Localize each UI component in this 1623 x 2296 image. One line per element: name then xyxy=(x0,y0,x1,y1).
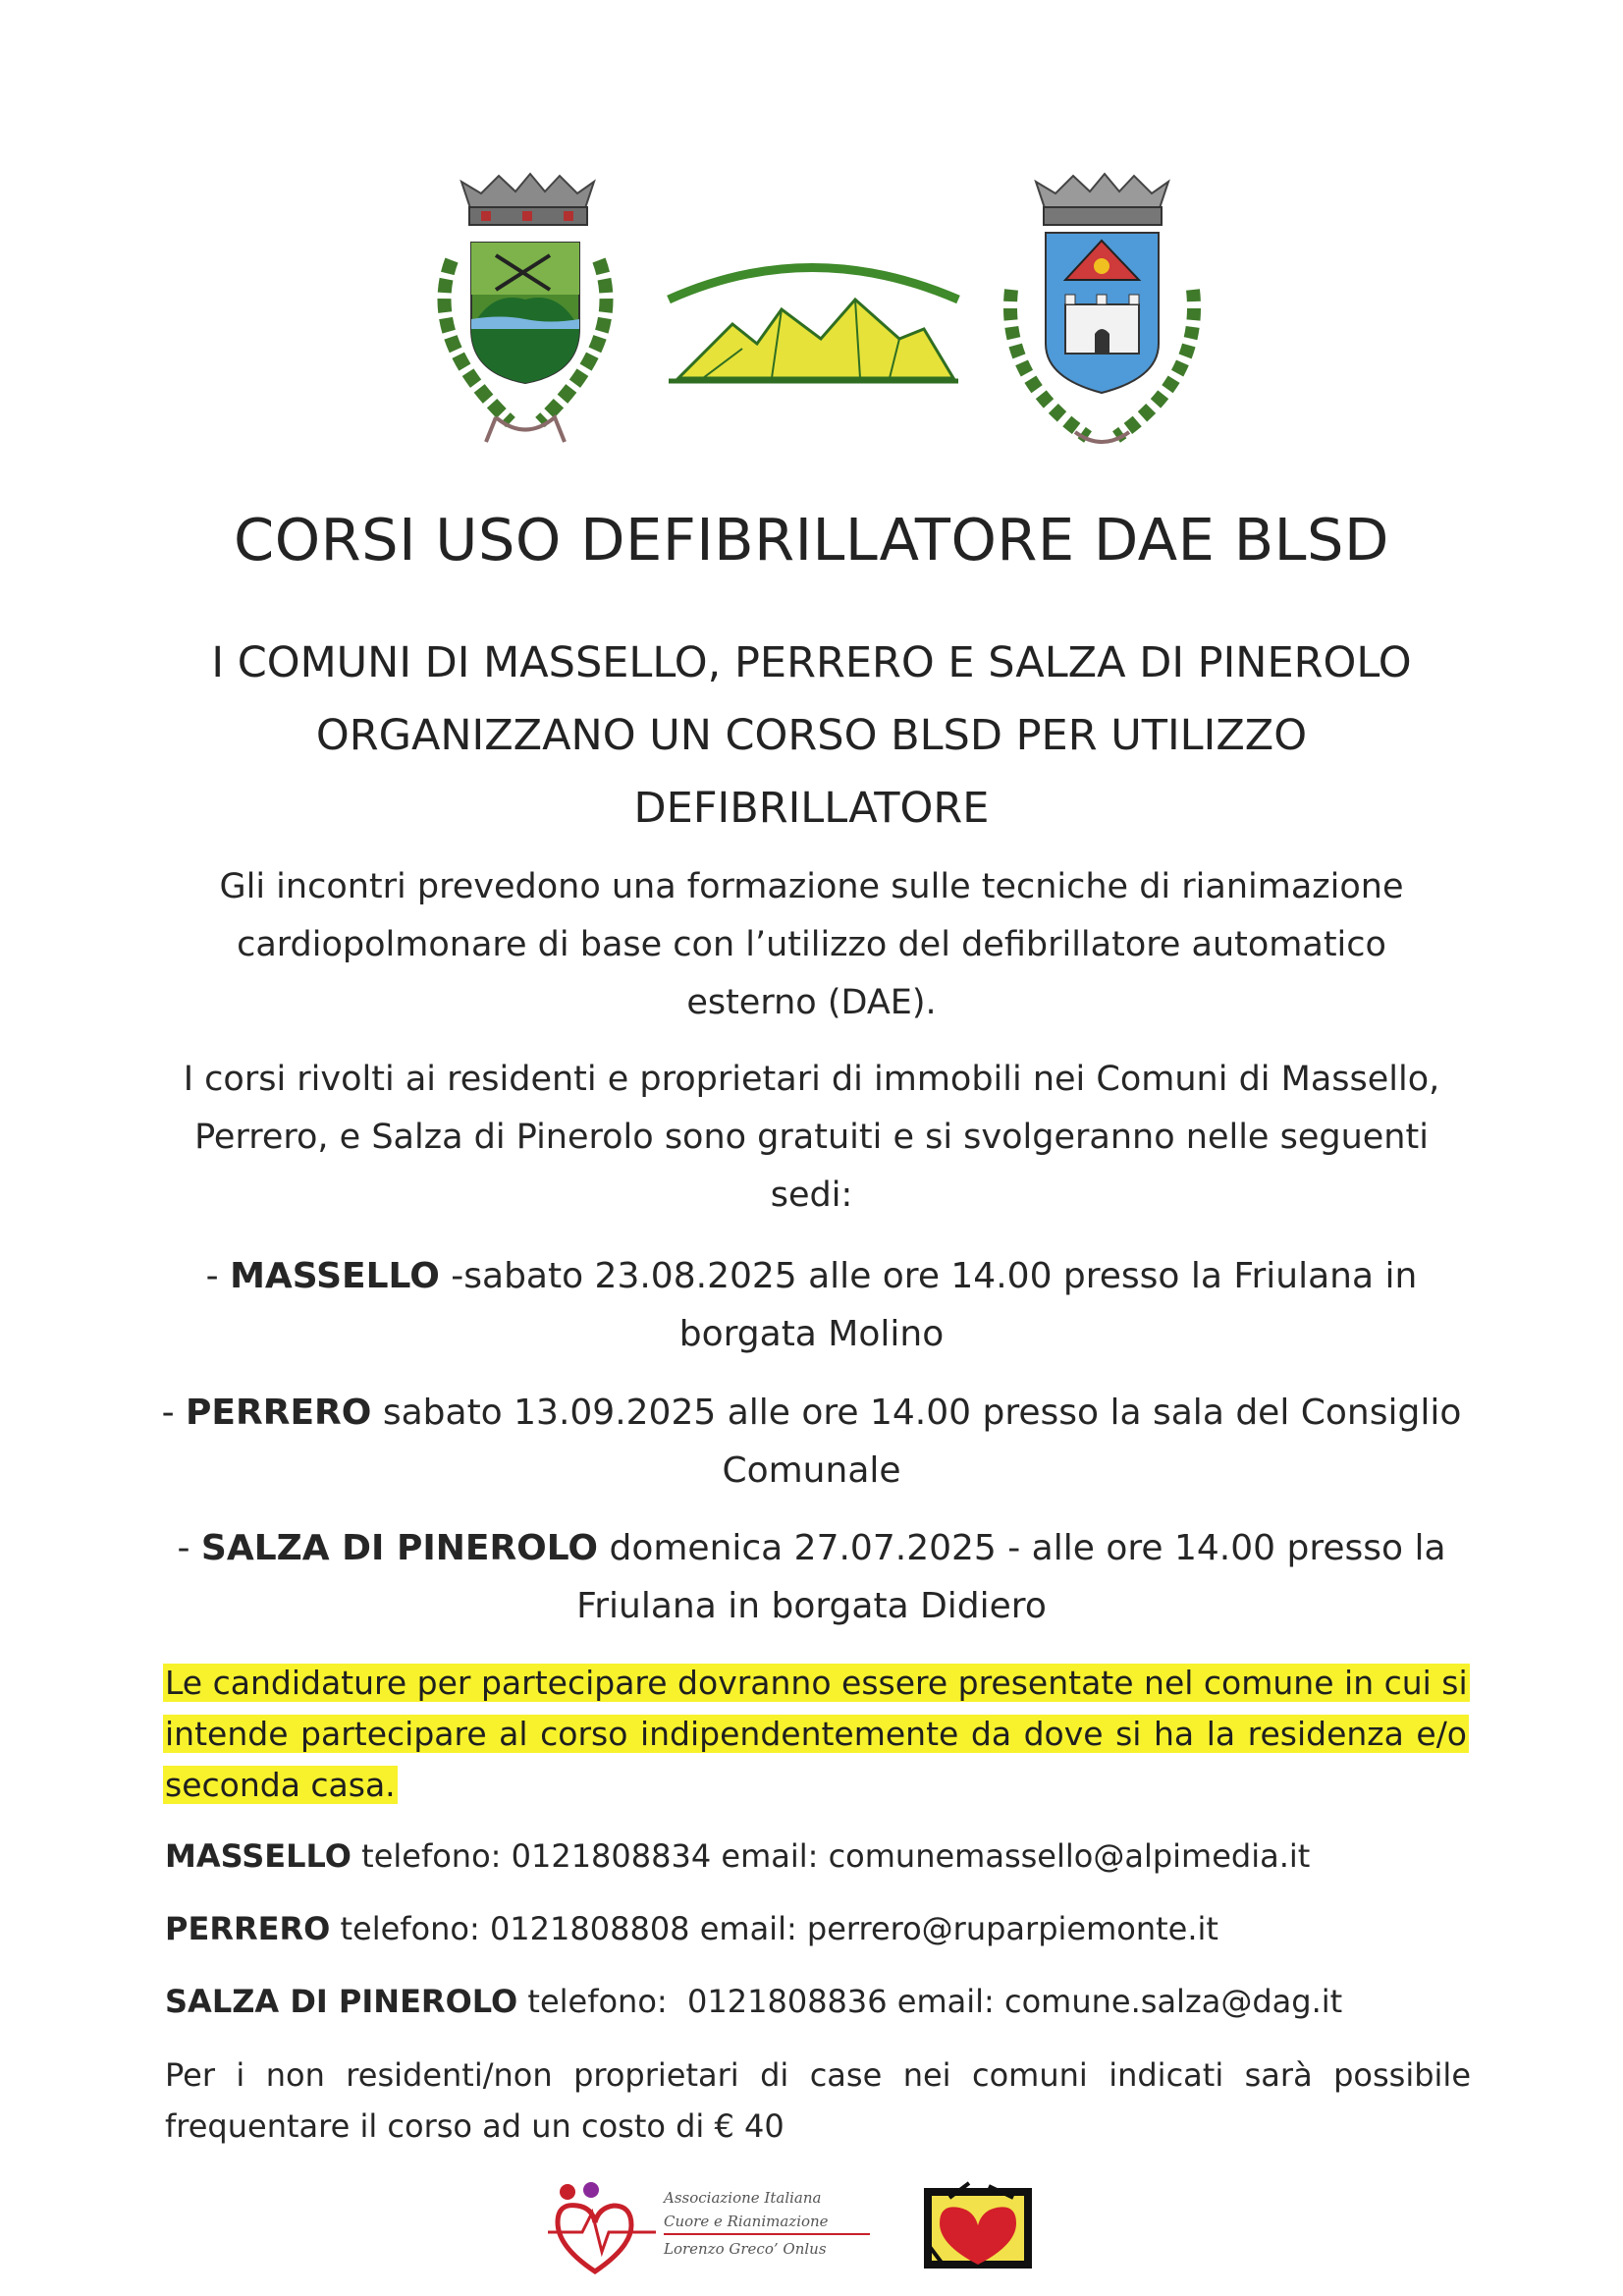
session-location: Comunale xyxy=(722,1450,901,1491)
phone-number[interactable]: 0121808808 xyxy=(489,1910,690,1947)
email-label: email: xyxy=(887,1983,1004,2020)
heart-pulse-icon xyxy=(548,2178,656,2276)
session-place: PERRERO xyxy=(186,1393,372,1433)
highlighted-notice xyxy=(163,1658,1469,1811)
crest-salza-di-pinerolo xyxy=(972,172,1227,457)
contact-name: PERRERO xyxy=(165,1910,331,1947)
session-perrero xyxy=(147,1384,1476,1500)
courses-line: sedi: xyxy=(770,1175,853,1215)
email-label: email: xyxy=(711,1837,829,1875)
session-salza xyxy=(147,1519,1476,1635)
phone-number[interactable]: 0121808836 xyxy=(687,1983,888,2020)
session-details: -sabato 23.08.2025 alle ore 14.00 presso la Friulana in xyxy=(439,1256,1418,1296)
session-prefix: - xyxy=(177,1528,201,1568)
courses-line: I corsi rivolti ai residenti e proprietari di immobili nei Comuni di Massello, xyxy=(183,1060,1440,1099)
session-place: MASSELLO xyxy=(230,1256,440,1296)
subtitle-line: I COMUNI DI MASSELLO, PERRERO E SALZA DI PINEROLO xyxy=(211,638,1412,687)
subtitle-line: DEFIBRILLATORE xyxy=(633,784,990,833)
phone-label: telefono: xyxy=(351,1837,512,1875)
session-details: sabato 13.09.2025 alle ore 14.00 presso la sala del Consiglio xyxy=(371,1393,1462,1433)
email-label: email: xyxy=(689,1910,807,1947)
mountain-logo xyxy=(664,241,963,388)
association-line: Lorenzo Greco’ Onlus xyxy=(664,2233,870,2261)
association-line: Associazione Italiana xyxy=(664,2189,822,2207)
association-name xyxy=(664,2186,870,2261)
session-massello xyxy=(147,1247,1476,1363)
phone-label: telefono: xyxy=(330,1910,490,1947)
contact-name: SALZA DI PINEROLO xyxy=(165,1983,518,2020)
session-prefix: - xyxy=(205,1256,231,1296)
subtitle-line: ORGANIZZANO UN CORSO BLSD PER UTILIZZO xyxy=(315,711,1308,760)
email-address[interactable]: comune.salza@dag.it xyxy=(1004,1983,1343,2020)
notice-text: Le candidature per partecipare dovranno essere presentate nel comune in cui si intende partecipare al corso indipendentemente da dove si ha la residenza e/o seconda casa. xyxy=(165,1664,1468,1804)
session-location: borgata Molino xyxy=(678,1314,945,1354)
fee-paragraph: Per i non residenti/non proprietari di case nei comuni indicati sarà possibile frequentare il corso ad un costo di € 40 xyxy=(165,2056,1471,2145)
crest-massello xyxy=(403,172,648,452)
intro-line: Gli incontri prevedono una formazione sulle tecniche di rianimazione xyxy=(219,867,1404,906)
courses-paragraph xyxy=(147,1051,1476,1225)
email-address[interactable]: comunemassello@alpimedia.it xyxy=(828,1837,1311,1875)
subtitle xyxy=(147,627,1476,845)
courses-line: Perrero, e Salza di Pinerolo sono gratuiti e si svolgeranno nelle seguenti xyxy=(194,1118,1429,1157)
contact-massello xyxy=(165,1832,1471,1880)
contact-salza xyxy=(165,1978,1471,2025)
phone-label: telefono: xyxy=(517,1983,688,2020)
footer-association-logo xyxy=(548,2178,872,2276)
session-place: SALZA DI PINEROLO xyxy=(200,1528,599,1568)
email-address[interactable]: perrero@ruparpiemonte.it xyxy=(806,1910,1218,1947)
contact-perrero xyxy=(165,1905,1471,1952)
intro-paragraph xyxy=(147,858,1476,1032)
page-title: CORSI USO DEFIBRILLATORE DAE BLSD xyxy=(234,506,1389,574)
phone-number[interactable]: 0121808834 xyxy=(511,1837,712,1875)
session-details: domenica 27.07.2025 - alle ore 14.00 presso la xyxy=(598,1528,1446,1568)
contact-name: MASSELLO xyxy=(165,1837,352,1875)
intro-line: cardiopolmonare di base con l’utilizzo del defibrillatore automatico xyxy=(237,925,1386,964)
session-location: Friulana in borgata Didiero xyxy=(576,1586,1047,1626)
session-prefix: - xyxy=(161,1393,187,1433)
association-line: Cuore e Rianimazione xyxy=(664,2213,829,2230)
intro-line: esterno (DAE). xyxy=(686,983,937,1022)
heart-defibrillator-logo xyxy=(920,2178,1036,2276)
